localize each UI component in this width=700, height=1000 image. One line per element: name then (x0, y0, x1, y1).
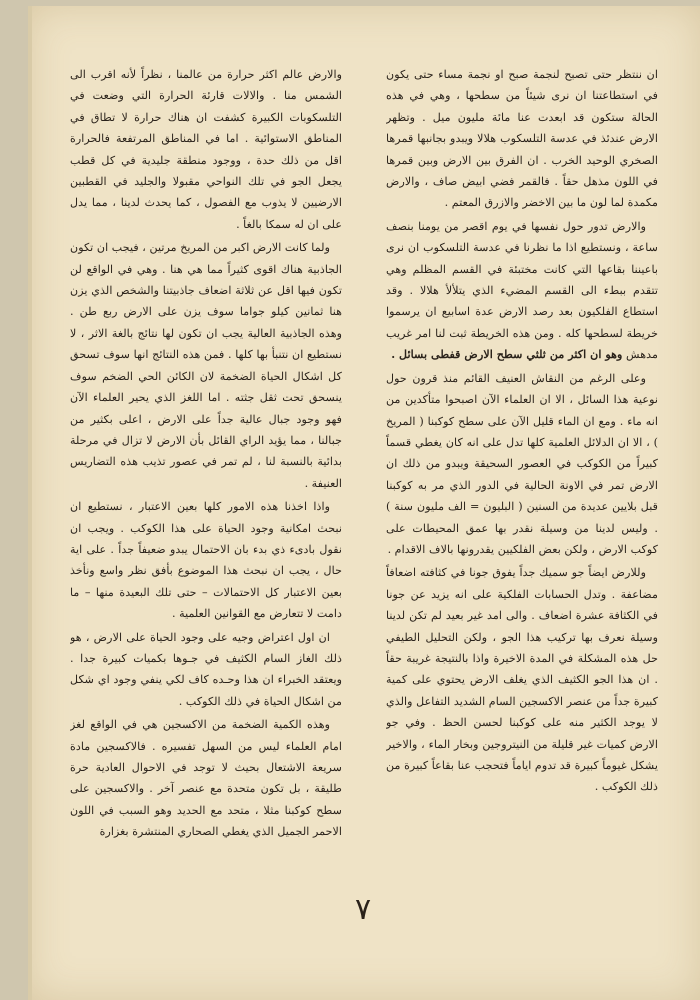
left-paragraph-3: واذا اخذنا هذه الامور كلها بعين الاعتبار ، نستطيع ان نبحث امكانية وجود الحياة على هذا الكوكب . ويجب ان نقول بادىء ذي بدء بان الاحتمال يبدو ضعيفاً جداً . على اية حال ، يجب ان نبحث هذا الموضوع بأفق نظر واسع ونأخذ بعين الاعتبار كل الاحتمالات – حتى تلك البعيدة منها – ما دامت لا تتعارض مع القوانين العلمية . (70, 500, 342, 621)
page-fold (28, 6, 32, 1000)
left-column (70, 64, 342, 894)
left-paragraph-2: ولما كانت الارض اكبر من المريخ مرتين ، فيجب ان تكون الجاذبية هناك اقوى كثيراً مما هي هنا . وهي في الواقع لن تكون فيها اقل عن ثلاثة اضعاف جاذبيتنا والشخص الذي يزن هنا ثمانين كيلو جواما سوف يزن على الارض ربع طن . وهذه الجاذبية العالية يجب ان تكون لها نتائج بالغة الاثر ، لا نستطيع ان نتنبأ بها كلها . فمن هذه النتائج انها سوف تسحق كل اشكال الحياة الضخمة لان الكائن الحي الضخم سوف ينسحق تحت ثقل جثته . اما اللغز الذي يحير العلماء الآن فهو وجود جبال عالية جداً على الارض ، اعلى بكثير من جبالنا ، مما يؤيد الراي القائل بأن الارض لا تزال في مرحلة بدائية بالنسبة لنا ، لم تمر في عصور تذيب هذه التضاريس العنيفة . (70, 241, 342, 490)
right-paragraph-2 (386, 216, 658, 366)
right-paragraph-1: ان ننتظر حتى تصبح لنجمة صبح او نجمة مساء حتى يكون في استطاعتنا ان نرى شيئاً من سطحها ، وهي في هذه الحالة ستكون قد ابعدت عنا مائة مليون ميل . وتظهر الارض عندئذ في عدسة التلسكوب هلالا ويبدو بجانبها قمرها الصخري الوحيد الخرب . ان الفرق بين الارض وبين قمرها في اللون مذهل حقاً . فالقمر فضي ابيض صاف ، والارض مكمدة لما لون ما بين الاخضر والازرق المعتم . (386, 68, 658, 210)
left-paragraph-4: ان اول اعتراض وجيه على وجود الحياة على الارض ، هو ذلك الغاز السام الكثيف في جـوها بكميات كبيرة جدا . ويعتقد الخبراء ان هذا وحـده كاف لكي ينفي وجود اي شكل من اشكال الحياة في ذلك الكوكب . (70, 630, 342, 708)
right-column (386, 64, 658, 894)
right-paragraph-2-text: والارض تدور حول نفسها في يوم اقصر من يومنا بنصف ساعة ، ونستطيع اذا ما نظرنا في عدسة التلسكوب ان نرى باعيننا بقاعها التي كانت مختبئة في القسم المظلم وهي تتقدم ببطء الى القسم المضيء الذي يتلألأ هلالا . وقد استطاع الفلكيون بعد رصد الارض عدة اسابيع ان يرسموا خريطة لسطحها كله . ومن هذه الخريطة ثبت لنا امر غريب مدهش (386, 219, 658, 362)
left-paragraph-1: والارض عالم اكثر حرارة من عالمنا ، نظراً لأنه اقرب الى الشمس منا . والالات قارئة الحرارة التي وضعت في التلسكوبات الكبيرة كشفت ان هناك حرارة لا تطاق في المناطق الاستوائية . اما في المناطق المرتفعة فالحرارة اقل من ذلك حدة ، ووجود منطقة جليدية في كل قطب يجعل الجو في تلك النواحي مقبولا والجليد في القطبين الارضيين لا يذوب مع الفصول ، كما يحدث لدينا ، مما يدل على ان له سمكا بالغاً . (70, 68, 342, 231)
left-paragraph-5: وهذه الكمية الضخمة من الاكسجين هي في الواقع لغز امام العلماء ليس من السهل تفسيره . فالاكسجين مادة سريعة الاشتعال بحيث لا توجد في الاحوال العادية حرة طليقة ، بل تكون متحدة مع عنصر آخر . والاكسجين على سطح كوكبنا مثلا ، متحد مع الحديد وهو السبب في اللون الاحمر الجميل الذي يغطي الصحاري المنتشرة بغزارة (70, 718, 342, 839)
right-paragraph-4: وللارض ايضاً جو سميك جداً يفوق جونا في كثافته اضعافاً مضاعفة . وتدل الحسابات الفلكية على انه يزيد عن جونا في الكثافة عشرة اضعاف . والى امد غير بعيد لم تكن لدينا وسيلة نعرف بها تركيب هذا الجو ، ولكن التحليل الطيفي حل هذه المشكلة في المدة الاخيرة واذا بالنتيجة غريبة حقاً . ان هذا الجو الكثيف الذي يغلف الارض يحتوي على كمية كبيرة جداً من عنصر الاكسجين السام الشديد التفاعل والذي لا يوجد الكثير منه على كوكبنا لحسن الحظ . وفي جو الارض كميات غير قليلة من النيتروجين وبخار الماء ، والاخير يشكل غيوماً كبيرة قد تدوم اياماً فتحجب عنا بقاعاً كبيرة من ذلك الكوكب . (386, 566, 658, 794)
right-paragraph-3: وعلى الرغم من النقاش العنيف القائم منذ قرون حول نوعية هذا السائل ، الا ان العلماء الآن اصبحوا متأكدين من انه ماء . ومع ان الماء قليل الآن على سطح كوكبنا ( المريخ ) ، الا ان الدلائل العلمية كلها تدل على انه كان يغطي قسماً كبيراً من الكوكب في العصور السحيقة ويبدو من ذلك ان الارض تمر في الاونة الحالية في الدور الذي مر به كوكبنا قبل بلايين عديدة من السنين ( البليون = الف مليون سنة ) . وليس لدينا من وسيلة نقدر بها عمق المحيطات على كوكب الارض ، ولكن بعض الفلكيين يقدرونها بالاف الاقدام . (386, 371, 658, 556)
right-paragraph-2-bold: وهو ان اكثر من ثلثي سطح الارض قفطى بسائل . (391, 347, 623, 362)
page (28, 6, 700, 1000)
page-number: ٧ (354, 892, 372, 927)
